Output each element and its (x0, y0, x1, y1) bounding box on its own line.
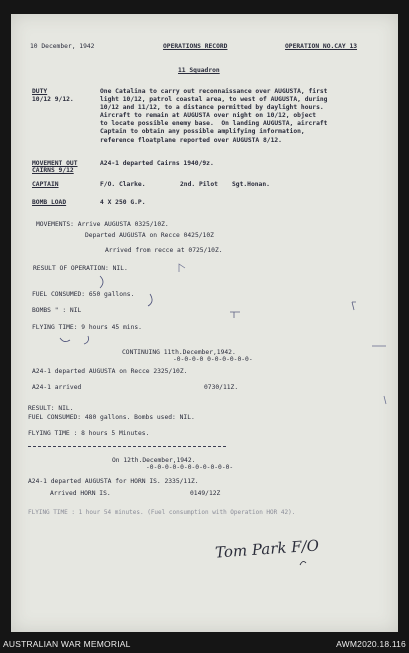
record-date: 10 December, 1942 (30, 43, 95, 50)
duty-text: One Catalina to carry out reconnaissance over AUGUSTA, first light 10/12, patrol coastal area, to west of AUGUSTA, during 10/12 and 11/12, to a distance permitted by daylight hours. Aircraft to remain at AUGUSTA over night on 10/12, object to locate possible enemy base. On landing AUGUSTA, aircraft Captain to obtain any possible amplifying information, reference floatplane reported over AUGUSTA 8/12. (100, 88, 328, 144)
fuel-consumed-2: FUEL CONSUMED: 480 gallons. Bombs used: NIL. (28, 414, 195, 421)
movement-label: MOVEMENT OUT (32, 160, 78, 167)
movements-line-3: Arrived from recce at 0725/10Z. (105, 247, 223, 254)
result-of-operation: RESULT OF OPERATION: NIL. (33, 265, 128, 272)
continuing-2-line-1: A24-1 departed AUGUSTA for HORN IS. 2335/11Z. (28, 478, 199, 485)
captain-label: CAPTAIN (32, 181, 59, 188)
movement-date: CAIRNS 9/12 (32, 167, 74, 174)
movements-line-2: Departed AUGUSTA on Recce 0425/10Z (85, 232, 214, 239)
footer-accession-number: AWM2020.18.116 (336, 639, 406, 649)
flying-time-3: FLYING TIME : 1 hour 54 minutes. (Fuel consumption with Operation HOR 42). (28, 509, 296, 516)
second-pilot-label: 2nd. Pilot (180, 181, 218, 188)
record-title: OPERATIONS RECORD (163, 43, 228, 50)
flying-time-1: FLYING TIME: 9 hours 45 mins. (32, 324, 142, 331)
second-pilot-name: Sgt.Honan. (232, 181, 270, 188)
fuel-consumed-1: FUEL CONSUMED: 650 gallons. (32, 291, 135, 298)
continuing-rule-1: -0-0-0-0 0-0-0-0-0-0- (173, 356, 253, 363)
continuing-2-line-2-time: 0149/12Z (190, 490, 221, 497)
captain-name: F/O. Clarke. (100, 181, 146, 188)
officer-signature: Tom Park F/O (214, 536, 320, 562)
squadron-name: 11 Squadron (178, 67, 220, 74)
continuing-1-line-1: A24-1 departed AUGUSTA on Recce 2325/10Z. (32, 368, 188, 375)
bombs-used-1: BOMBS " : NIL (32, 307, 82, 314)
bomb-load-label: BOMB LOAD (32, 199, 67, 206)
movement-text: A24-1 departed Cairns 1940/9z. (100, 160, 214, 167)
movements-line-1: MOVEMENTS: Arrive AUGUSTA 0325/10Z. (36, 221, 169, 228)
result-2: RESULT: NIL. (28, 405, 74, 412)
duty-date: 10/12 9/12. (32, 96, 74, 103)
continuing-2-line-2-label: Arrived HORN IS. (50, 490, 111, 497)
continuing-title-1: CONTINUING 11th.December,1942. (122, 349, 236, 356)
flying-time-2: FLYING TIME : 8 hours 5 Minutes. (28, 430, 150, 437)
continuing-rule-2: -0-0-0-0-0-0-0-0-0-0-0- (146, 464, 234, 471)
continuing-1-line-2-time: 0730/11Z. (204, 384, 239, 391)
duty-label: DUTY (32, 88, 48, 95)
operation-number: OPERATION NO.CAY 13 (285, 43, 358, 50)
continuing-title-2: On 12th.December,1942. (112, 457, 196, 464)
bomb-load-value: 4 X 250 G.P. (100, 199, 146, 206)
continuing-1-line-2-label: A24-1 arrived (32, 384, 82, 391)
footer-archive-name: AUSTRALIAN WAR MEMORIAL (3, 639, 131, 649)
